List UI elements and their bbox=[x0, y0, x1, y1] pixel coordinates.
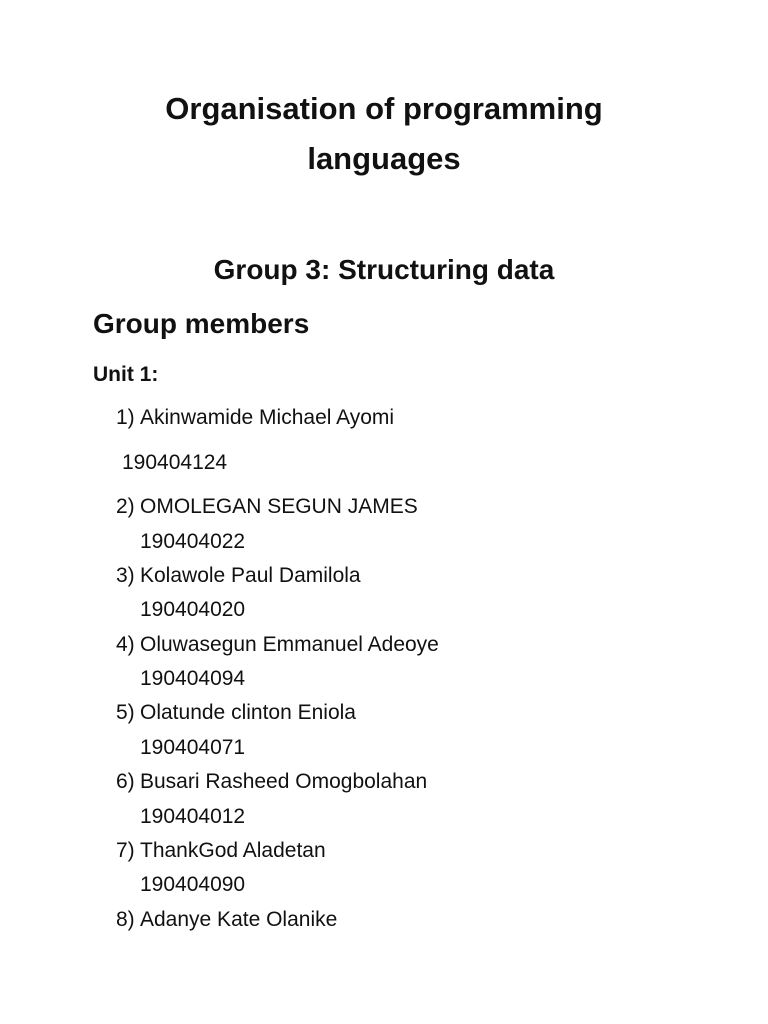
member-number: 1) bbox=[116, 406, 135, 429]
group-members-heading: Group members bbox=[93, 308, 310, 339]
member-id: 190404090 bbox=[140, 873, 246, 896]
member-name: Kolawole Paul Damilola bbox=[140, 564, 361, 587]
member-id: 190404094 bbox=[140, 667, 246, 690]
member-id: 190404071 bbox=[140, 736, 246, 759]
member-number: 7) bbox=[116, 839, 135, 862]
title-line-2: languages bbox=[307, 141, 461, 176]
member-number: 5) bbox=[116, 701, 135, 724]
member-name: Busari Rasheed Omogbolahan bbox=[140, 770, 428, 793]
member-id: 190404020 bbox=[140, 598, 246, 621]
member-name: ThankGod Aladetan bbox=[140, 839, 326, 862]
member-number: 3) bbox=[116, 564, 135, 587]
member-id: 190404022 bbox=[140, 530, 246, 553]
member-name: Akinwamide Michael Ayomi bbox=[140, 406, 395, 429]
member-number: 6) bbox=[116, 770, 135, 793]
title-line-1: Organisation of programming bbox=[165, 91, 603, 126]
unit-heading: Unit 1: bbox=[93, 363, 159, 386]
member-name: Adanye Kate Olanike bbox=[140, 908, 338, 931]
document-title bbox=[0, 84, 768, 184]
member-name: Oluwasegun Emmanuel Adeoye bbox=[140, 633, 439, 656]
member-name: Olatunde clinton Eniola bbox=[140, 701, 356, 724]
member-id: 190404124 bbox=[122, 451, 228, 474]
member-number: 2) bbox=[116, 495, 135, 518]
member-id: 190404012 bbox=[140, 805, 246, 828]
member-number: 4) bbox=[116, 633, 135, 656]
group-subtitle: Group 3: Structuring data bbox=[213, 254, 555, 285]
member-number: 8) bbox=[116, 908, 135, 931]
member-name: OMOLEGAN SEGUN JAMES bbox=[140, 495, 418, 518]
